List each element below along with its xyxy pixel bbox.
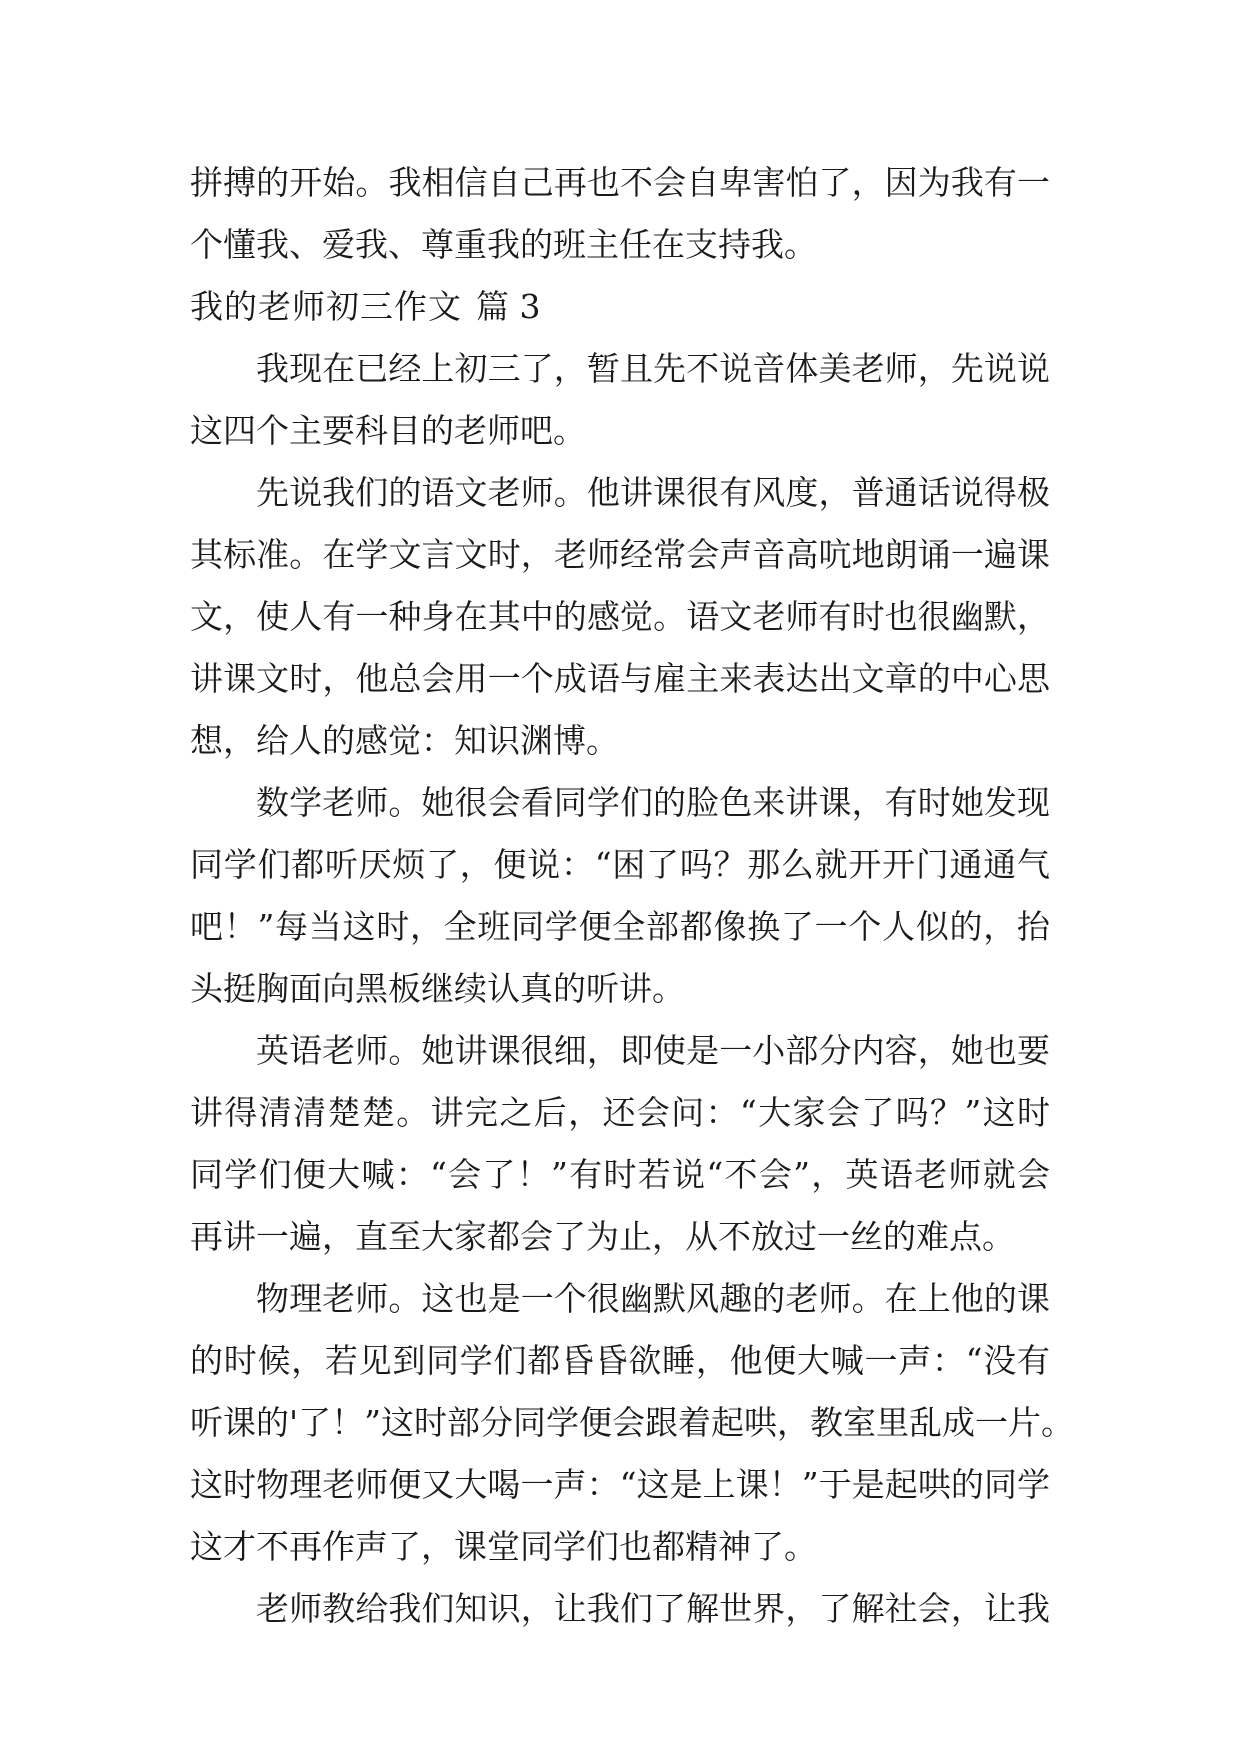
paragraph-line: 这四个主要科目的老师吧。: [190, 411, 586, 450]
section-title: 我的老师初三作文: [190, 287, 462, 326]
paragraph-line: 想，给人的感觉：知识渊博。: [190, 721, 619, 760]
paragraph-line: 先说我们的语文老师。他讲课很有风度，普通话说得极: [256, 473, 1050, 512]
paragraph: [190, 1578, 1050, 1640]
paragraph: [190, 462, 1050, 772]
paragraph: [190, 772, 1050, 1020]
paragraph: [190, 1268, 1074, 1578]
intro-line: 拼搏的开始。我相信自己再也不会自卑害怕了，因为我有一: [190, 163, 1050, 202]
paragraph-line: 讲得清清楚楚。讲完之后，还会问：“大家会了吗？”这时: [190, 1093, 1050, 1132]
paragraph-line: 文，使人有一种身在其中的感觉。语文老师有时也很幽默，: [190, 597, 1050, 636]
paragraph-line: 同学们便大喊：“会了！”有时若说“不会”，英语老师就会: [190, 1155, 1050, 1194]
paragraph-line: 的时候，若见到同学们都昏昏欲睡，他便大喊一声：“没有: [190, 1341, 1050, 1380]
paragraph-line: 我现在已经上初三了，暂且先不说音体美老师，先说说: [256, 349, 1050, 388]
paragraph-line: 讲课文时，他总会用一个成语与雇主来表达出文章的中心思: [190, 659, 1050, 698]
paragraph-line: 英语老师。她讲课很细，即使是一小部分内容，她也要: [256, 1031, 1050, 1070]
intro-line: 个懂我、爱我、尊重我的班主任在支持我。: [190, 225, 817, 264]
document-body: [190, 152, 1074, 1640]
section-number: 篇 3: [476, 287, 541, 326]
section-heading: [190, 276, 1050, 338]
paragraph-line: 头挺胸面向黑板继续认真的听讲。: [190, 969, 685, 1008]
paragraph-line: 其标准。在学文言文时，老师经常会声音高吭地朗诵一遍课: [190, 535, 1050, 574]
paragraph-line: 老师教给我们知识，让我们了解世界，了解社会，让我: [256, 1589, 1050, 1628]
paragraph-line: 听课的'了！”这时部分同学便会跟着起哄，教室里乱成一片。: [190, 1403, 1074, 1442]
paragraph-line: 这时物理老师便又大喝一声：“这是上课！”于是起哄的同学: [190, 1465, 1050, 1504]
paragraph-line: 同学们都听厌烦了，便说：“困了吗？那么就开开门通通气: [190, 845, 1050, 884]
paragraph-line: 再讲一遍，直至大家都会了为止，从不放过一丝的难点。: [190, 1217, 1015, 1256]
paragraph: [190, 1020, 1050, 1268]
paragraph-line: 吧！”每当这时，全班同学便全部都像换了一个人似的，抬: [190, 907, 1050, 946]
paragraph: [190, 338, 1050, 462]
paragraph-line: 数学老师。她很会看同学们的脸色来讲课，有时她发现: [256, 783, 1050, 822]
paragraph-line: 这才不再作声了，课堂同学们也都精神了。: [190, 1527, 817, 1566]
paragraph-line: 物理老师。这也是一个很幽默风趣的老师。在上他的课: [256, 1279, 1050, 1318]
